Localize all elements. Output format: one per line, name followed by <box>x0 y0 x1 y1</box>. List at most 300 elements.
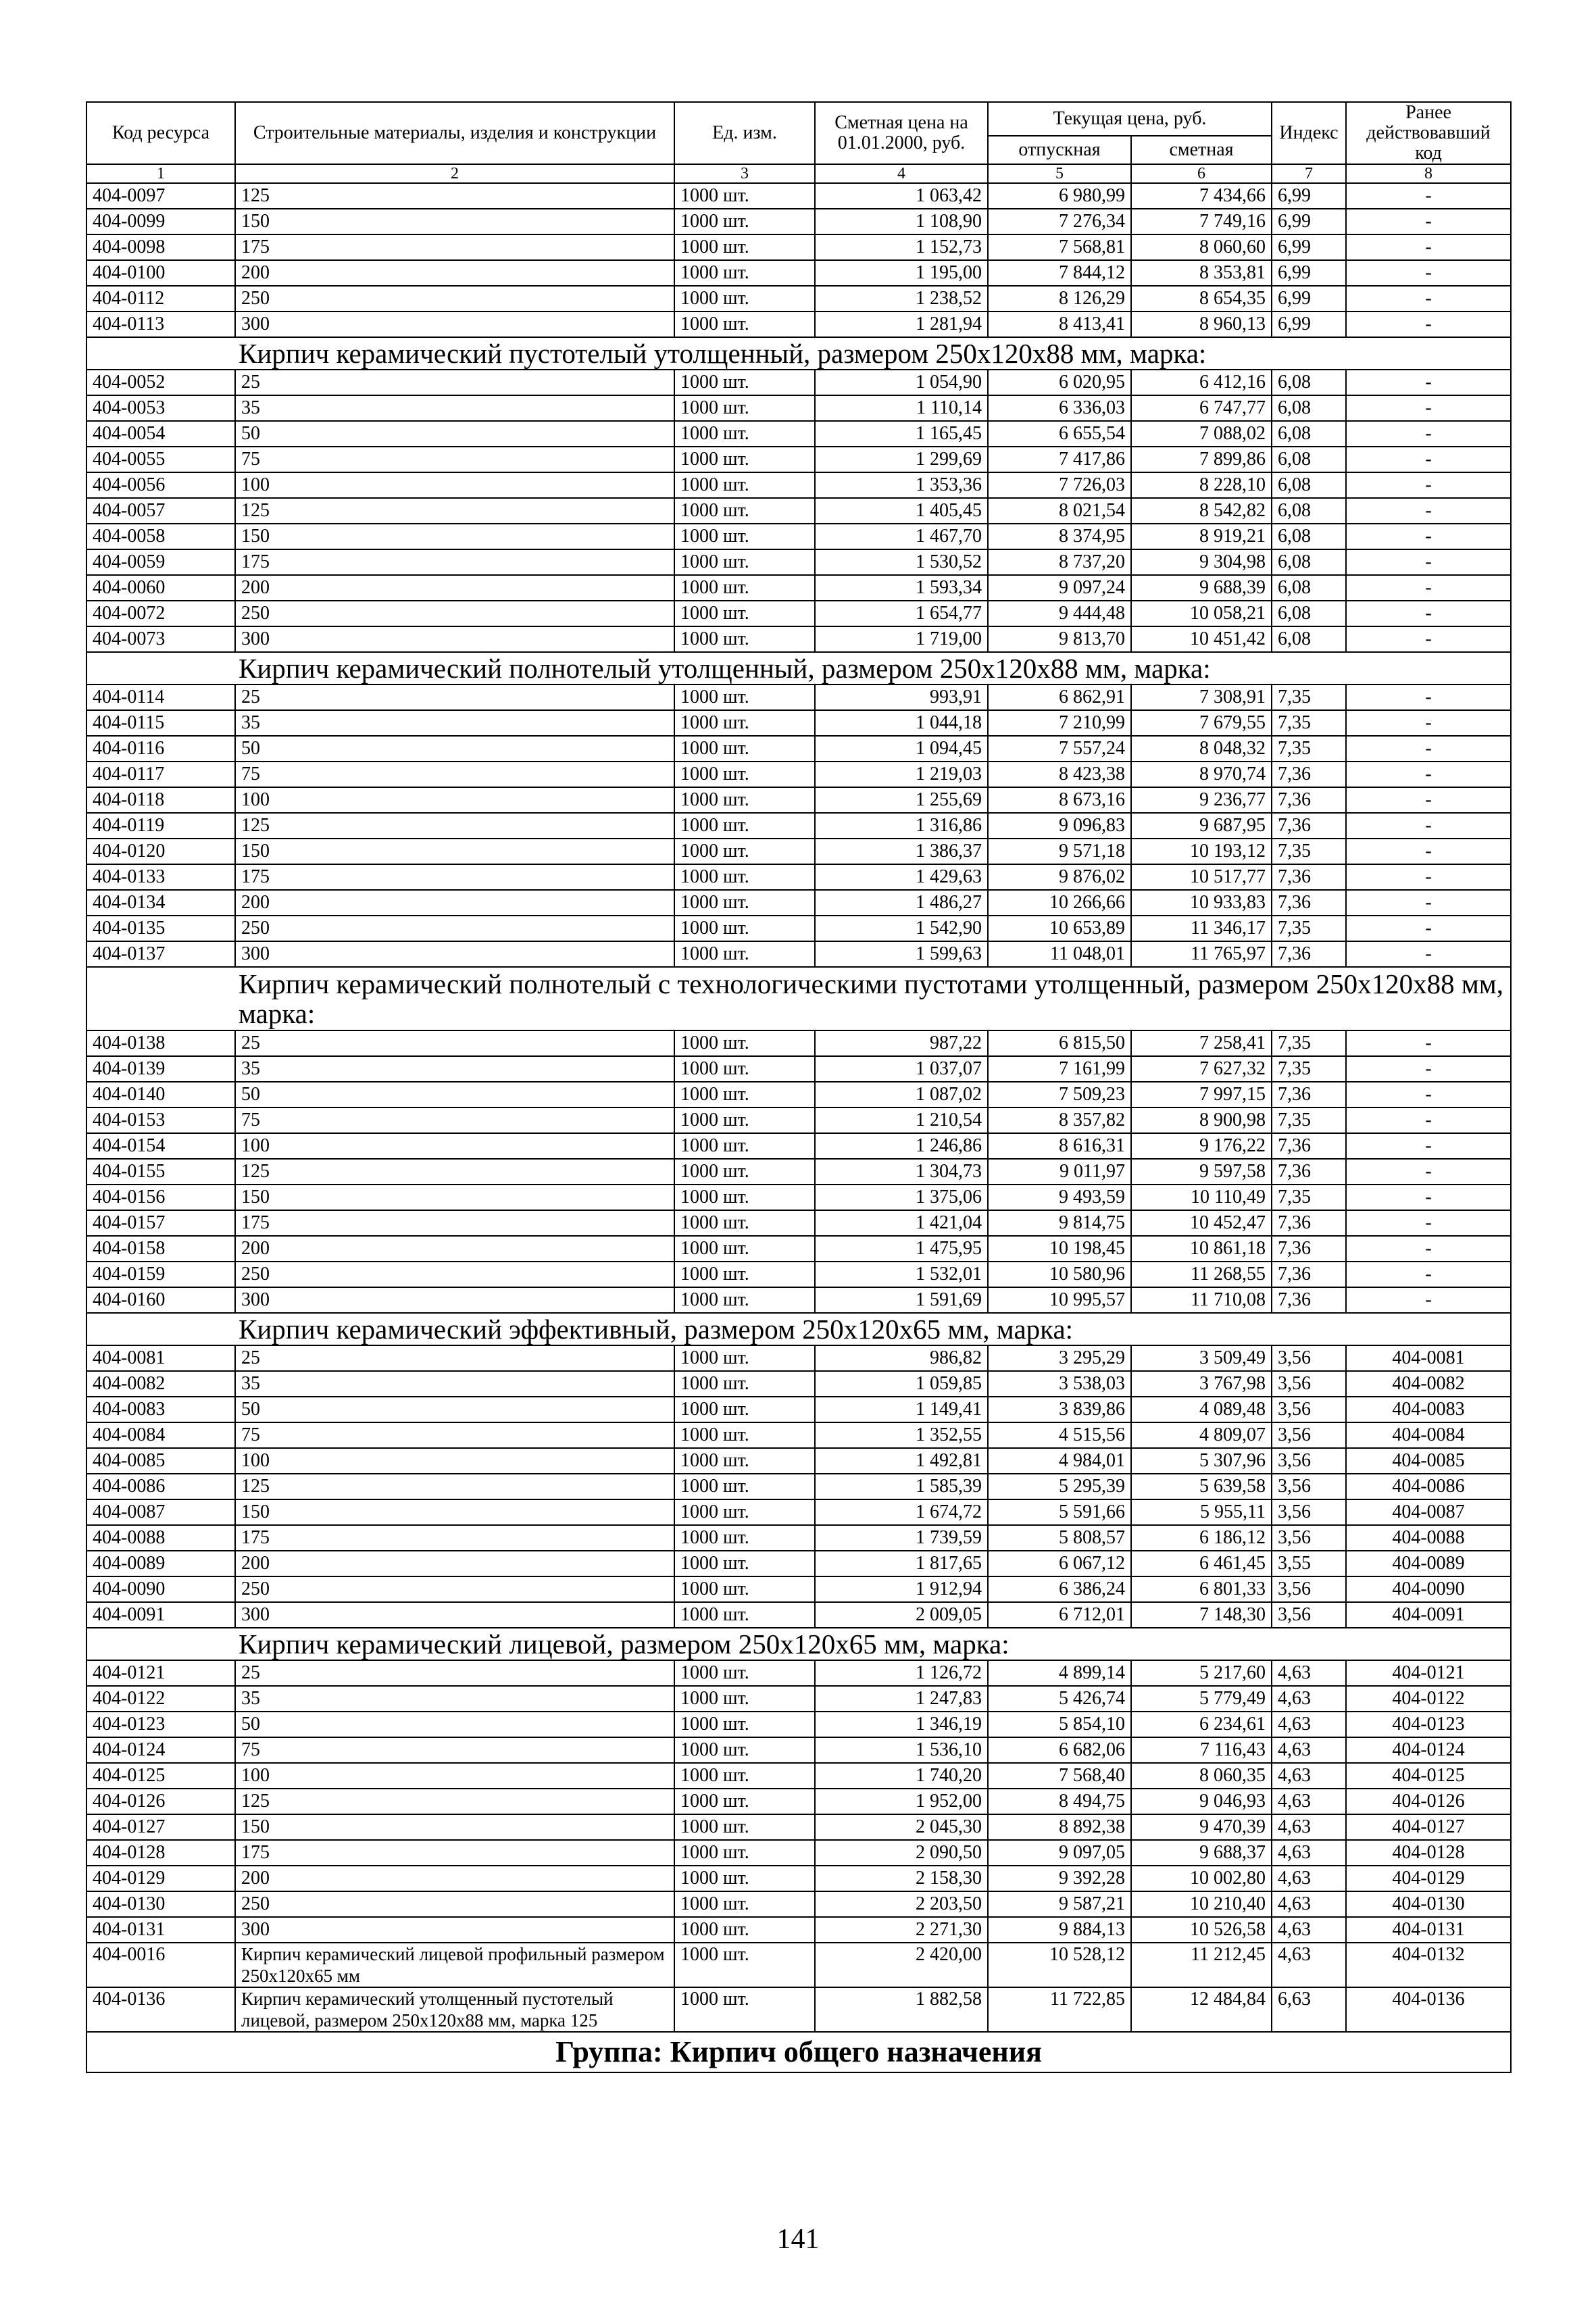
material-grade: 75 <box>235 762 674 787</box>
unit: 1000 шт. <box>674 286 815 312</box>
price-index: 7,36 <box>1272 1133 1346 1159</box>
price-index: 7,36 <box>1272 813 1346 839</box>
release-price: 8 126,29 <box>988 286 1131 312</box>
release-price: 7 844,12 <box>988 260 1131 286</box>
table-row <box>86 1236 1511 1262</box>
table-row <box>86 710 1511 736</box>
section-header-row <box>86 1313 1511 1345</box>
unit: 1000 шт. <box>674 1712 815 1737</box>
base-price: 1 255,69 <box>815 787 988 813</box>
base-price: 1 532,01 <box>815 1262 988 1287</box>
estimate-price: 7 749,16 <box>1131 209 1272 234</box>
price-index: 7,35 <box>1272 1185 1346 1210</box>
table-row <box>86 1943 1511 1987</box>
resource-code: 404-0158 <box>86 1236 235 1262</box>
price-table-sheet <box>86 101 1510 2073</box>
release-price: 3 295,29 <box>988 1345 1131 1371</box>
column-number: 6 <box>1131 164 1272 183</box>
price-index: 3,56 <box>1272 1345 1346 1371</box>
old-code: 404-0130 <box>1346 1891 1511 1917</box>
price-index: 7,36 <box>1272 890 1346 916</box>
unit: 1000 шт. <box>674 1107 815 1133</box>
price-index: 7,36 <box>1272 1159 1346 1185</box>
price-index: 7,35 <box>1272 839 1346 864</box>
material-grade: 200 <box>235 575 674 601</box>
price-index: 6,08 <box>1272 575 1346 601</box>
header-release-price: отпускная <box>988 136 1131 164</box>
release-price: 9 493,59 <box>988 1185 1131 1210</box>
material-grade: 250 <box>235 286 674 312</box>
base-price: 1 353,36 <box>815 472 988 498</box>
resource-code: 404-0156 <box>86 1185 235 1210</box>
old-code: - <box>1346 864 1511 890</box>
base-price: 1 149,41 <box>815 1397 988 1422</box>
resource-code: 404-0088 <box>86 1525 235 1551</box>
base-price: 1 536,10 <box>815 1737 988 1763</box>
base-price: 1 195,00 <box>815 260 988 286</box>
resource-code: 404-0081 <box>86 1345 235 1371</box>
unit: 1000 шт. <box>674 941 815 967</box>
table-row <box>86 1107 1511 1133</box>
price-index: 7,35 <box>1272 1107 1346 1133</box>
table-row <box>86 1499 1511 1525</box>
release-price: 9 011,97 <box>988 1159 1131 1185</box>
price-index: 7,35 <box>1272 684 1346 710</box>
estimate-price: 8 900,98 <box>1131 1107 1272 1133</box>
table-row <box>86 1287 1511 1313</box>
old-code: - <box>1346 575 1511 601</box>
price-index: 6,08 <box>1272 601 1346 626</box>
old-code: 404-0090 <box>1346 1576 1511 1602</box>
base-price: 1 165,45 <box>815 421 988 447</box>
release-price: 6 020,95 <box>988 370 1131 395</box>
old-code: 404-0128 <box>1346 1840 1511 1866</box>
table-row <box>86 1133 1511 1159</box>
material-grade: 200 <box>235 1551 674 1576</box>
release-price: 7 210,99 <box>988 710 1131 736</box>
material-grade: 100 <box>235 1763 674 1789</box>
section-header-row <box>86 967 1511 1030</box>
table-row <box>86 447 1511 472</box>
old-code: - <box>1346 183 1511 209</box>
old-code: 404-0086 <box>1346 1474 1511 1499</box>
resource-code: 404-0057 <box>86 498 235 524</box>
price-index: 6,99 <box>1272 312 1346 337</box>
column-number: 3 <box>674 164 815 183</box>
unit: 1000 шт. <box>674 736 815 762</box>
estimate-price: 11 346,17 <box>1131 916 1272 941</box>
old-code: - <box>1346 1210 1511 1236</box>
old-code: - <box>1346 916 1511 941</box>
estimate-price: 11 212,45 <box>1131 1943 1272 1987</box>
release-price: 6 386,24 <box>988 1576 1131 1602</box>
material-grade: 75 <box>235 1737 674 1763</box>
resource-code: 404-0054 <box>86 421 235 447</box>
header-old-code: Ранее действовавший код <box>1346 102 1511 164</box>
resource-code: 404-0155 <box>86 1159 235 1185</box>
estimate-price: 9 687,95 <box>1131 813 1272 839</box>
estimate-price: 7 627,32 <box>1131 1056 1272 1082</box>
table-row <box>86 1840 1511 1866</box>
price-index: 7,35 <box>1272 710 1346 736</box>
base-price: 1 059,85 <box>815 1371 988 1397</box>
old-code: - <box>1346 762 1511 787</box>
price-index: 4,63 <box>1272 1737 1346 1763</box>
unit: 1000 шт. <box>674 1210 815 1236</box>
price-index: 4,63 <box>1272 1840 1346 1866</box>
release-price: 6 980,99 <box>988 183 1131 209</box>
unit: 1000 шт. <box>674 710 815 736</box>
unit: 1000 шт. <box>674 1866 815 1891</box>
unit: 1000 шт. <box>674 1287 815 1313</box>
resource-code: 404-0140 <box>86 1082 235 1107</box>
material-grade: 175 <box>235 234 674 260</box>
base-price: 2 203,50 <box>815 1891 988 1917</box>
resource-code: 404-0121 <box>86 1660 235 1686</box>
table-body <box>86 183 1511 2032</box>
table-row <box>86 890 1511 916</box>
estimate-price: 6 747,77 <box>1131 395 1272 421</box>
release-price: 7 276,34 <box>988 209 1131 234</box>
price-index: 4,63 <box>1272 1866 1346 1891</box>
estimate-price: 8 228,10 <box>1131 472 1272 498</box>
estimate-price: 7 308,91 <box>1131 684 1272 710</box>
base-price: 1 316,86 <box>815 813 988 839</box>
price-index: 6,08 <box>1272 447 1346 472</box>
unit: 1000 шт. <box>674 370 815 395</box>
unit: 1000 шт. <box>674 813 815 839</box>
old-code: - <box>1346 549 1511 575</box>
price-index: 7,35 <box>1272 736 1346 762</box>
estimate-price: 6 801,33 <box>1131 1576 1272 1602</box>
resource-code: 404-0016 <box>86 1943 235 1987</box>
resource-code: 404-0113 <box>86 312 235 337</box>
section-title: Кирпич керамический лицевой, размером 250x120x65 мм, марка: <box>86 1628 1511 1660</box>
price-index: 6,99 <box>1272 183 1346 209</box>
material-grade: 300 <box>235 626 674 652</box>
estimate-price: 7 997,15 <box>1131 1082 1272 1107</box>
price-index: 4,63 <box>1272 1891 1346 1917</box>
estimate-price: 10 861,18 <box>1131 1236 1272 1262</box>
unit: 1000 шт. <box>674 1448 815 1474</box>
unit: 1000 шт. <box>674 1056 815 1082</box>
old-code: - <box>1346 498 1511 524</box>
table-row <box>86 1576 1511 1602</box>
price-index: 4,63 <box>1272 1660 1346 1686</box>
material-grade: 25 <box>235 1345 674 1371</box>
base-price: 1 429,63 <box>815 864 988 890</box>
resource-code: 404-0073 <box>86 626 235 652</box>
base-price: 1 375,06 <box>815 1185 988 1210</box>
material-grade: 175 <box>235 1210 674 1236</box>
resource-code: 404-0133 <box>86 864 235 890</box>
table-row <box>86 864 1511 890</box>
column-number: 4 <box>815 164 988 183</box>
resource-code: 404-0116 <box>86 736 235 762</box>
estimate-price: 11 765,97 <box>1131 941 1272 967</box>
material-grade: 125 <box>235 1474 674 1499</box>
unit: 1000 шт. <box>674 626 815 652</box>
material-grade: 125 <box>235 1789 674 1814</box>
section-title: Кирпич керамический эффективный, размером 250x120x65 мм, марка: <box>86 1313 1511 1345</box>
price-index: 4,63 <box>1272 1763 1346 1789</box>
base-price: 1 238,52 <box>815 286 988 312</box>
table-row <box>86 370 1511 395</box>
price-index: 6,63 <box>1272 1987 1346 2032</box>
base-price: 1 467,70 <box>815 524 988 549</box>
material-grade: 125 <box>235 183 674 209</box>
section-title: Кирпич керамический пустотелый утолщенный, размером 250x120x88 мм, марка: <box>86 337 1511 370</box>
table-row <box>86 395 1511 421</box>
unit: 1000 шт. <box>674 890 815 916</box>
table-row <box>86 1474 1511 1499</box>
price-index: 6,08 <box>1272 472 1346 498</box>
base-price: 1 952,00 <box>815 1789 988 1814</box>
header-index: Индекс <box>1272 102 1346 164</box>
price-index: 7,36 <box>1272 864 1346 890</box>
estimate-price: 7 148,30 <box>1131 1602 1272 1628</box>
estimate-price: 10 210,40 <box>1131 1891 1272 1917</box>
old-code: - <box>1346 1133 1511 1159</box>
unit: 1000 шт. <box>674 1987 815 2032</box>
base-price: 1 346,19 <box>815 1712 988 1737</box>
price-index: 7,36 <box>1272 762 1346 787</box>
table-row <box>86 1763 1511 1789</box>
price-index: 6,99 <box>1272 286 1346 312</box>
unit: 1000 шт. <box>674 1159 815 1185</box>
unit: 1000 шт. <box>674 1686 815 1712</box>
unit: 1000 шт. <box>674 1422 815 1448</box>
resource-code: 404-0082 <box>86 1371 235 1397</box>
section-header-row <box>86 652 1511 684</box>
resource-code: 404-0130 <box>86 1891 235 1917</box>
material-grade: 200 <box>235 890 674 916</box>
release-price: 8 892,38 <box>988 1814 1131 1840</box>
resource-code: 404-0135 <box>86 916 235 941</box>
estimate-price: 10 002,80 <box>1131 1866 1272 1891</box>
old-code: 404-0087 <box>1346 1499 1511 1525</box>
header-current-price: Текущая цена, руб. <box>988 102 1272 136</box>
unit: 1000 шт. <box>674 1262 815 1287</box>
old-code: 404-0136 <box>1346 1987 1511 2032</box>
material-grade: 100 <box>235 787 674 813</box>
resource-code: 404-0084 <box>86 1422 235 1448</box>
base-price: 1 593,34 <box>815 575 988 601</box>
section-title: Кирпич керамический полнотелый с технологическими пустотами утолщенный, размером 250x120x88 мм, марка: <box>86 967 1511 1030</box>
price-index: 3,56 <box>1272 1499 1346 1525</box>
resource-code: 404-0160 <box>86 1287 235 1313</box>
base-price: 1 817,65 <box>815 1551 988 1576</box>
table-row <box>86 1987 1511 2032</box>
resource-code: 404-0087 <box>86 1499 235 1525</box>
estimate-price: 3 509,49 <box>1131 1345 1272 1371</box>
release-price: 5 808,57 <box>988 1525 1131 1551</box>
table-row <box>86 1159 1511 1185</box>
old-code: - <box>1346 421 1511 447</box>
material-grade: 300 <box>235 1602 674 1628</box>
unit: 1000 шт. <box>674 575 815 601</box>
unit: 1000 шт. <box>674 1576 815 1602</box>
resource-code: 404-0100 <box>86 260 235 286</box>
base-price: 1 421,04 <box>815 1210 988 1236</box>
release-price: 8 737,20 <box>988 549 1131 575</box>
base-price: 1 386,37 <box>815 839 988 864</box>
material-grade: 300 <box>235 1917 674 1943</box>
estimate-price: 6 412,16 <box>1131 370 1272 395</box>
estimate-price: 3 767,98 <box>1131 1371 1272 1397</box>
estimate-price: 8 060,35 <box>1131 1763 1272 1789</box>
resource-code: 404-0159 <box>86 1262 235 1287</box>
old-code: - <box>1346 1159 1511 1185</box>
table-row <box>86 1737 1511 1763</box>
unit: 1000 шт. <box>674 1602 815 1628</box>
table-row <box>86 286 1511 312</box>
table-row <box>86 472 1511 498</box>
material-grade: 75 <box>235 447 674 472</box>
unit: 1000 шт. <box>674 183 815 209</box>
header-code: Код ресурса <box>86 102 235 164</box>
estimate-price: 5 955,11 <box>1131 1499 1272 1525</box>
old-code: 404-0091 <box>1346 1602 1511 1628</box>
estimate-price: 11 710,08 <box>1131 1287 1272 1313</box>
release-price: 9 392,28 <box>988 1866 1131 1891</box>
old-code: - <box>1346 601 1511 626</box>
material-grade: 125 <box>235 813 674 839</box>
release-price: 10 580,96 <box>988 1262 1131 1287</box>
unit: 1000 шт. <box>674 260 815 286</box>
base-price: 1 299,69 <box>815 447 988 472</box>
estimate-price: 6 234,61 <box>1131 1712 1272 1737</box>
resource-code: 404-0053 <box>86 395 235 421</box>
base-price: 1 719,00 <box>815 626 988 652</box>
base-price: 1 108,90 <box>815 209 988 234</box>
base-price: 986,82 <box>815 1345 988 1371</box>
price-index: 7,36 <box>1272 1262 1346 1287</box>
price-index: 3,56 <box>1272 1422 1346 1448</box>
resource-code: 404-0089 <box>86 1551 235 1576</box>
material-grade: 250 <box>235 1891 674 1917</box>
unit: 1000 шт. <box>674 1917 815 1943</box>
table-row <box>86 813 1511 839</box>
base-price: 1 674,72 <box>815 1499 988 1525</box>
old-code: - <box>1346 626 1511 652</box>
release-price: 6 067,12 <box>988 1551 1131 1576</box>
material-grade: 35 <box>235 395 674 421</box>
release-price: 7 161,99 <box>988 1056 1131 1082</box>
table-row <box>86 1866 1511 1891</box>
table-row <box>86 1397 1511 1422</box>
base-price: 1 654,77 <box>815 601 988 626</box>
resource-code: 404-0123 <box>86 1712 235 1737</box>
old-code: 404-0123 <box>1346 1712 1511 1737</box>
base-price: 2 158,30 <box>815 1866 988 1891</box>
estimate-price: 9 176,22 <box>1131 1133 1272 1159</box>
unit: 1000 шт. <box>674 601 815 626</box>
release-price: 9 444,48 <box>988 601 1131 626</box>
unit: 1000 шт. <box>674 1185 815 1210</box>
release-price: 9 813,70 <box>988 626 1131 652</box>
table-row <box>86 916 1511 941</box>
unit: 1000 шт. <box>674 839 815 864</box>
price-index: 6,99 <box>1272 234 1346 260</box>
price-index: 6,08 <box>1272 498 1346 524</box>
estimate-price: 8 970,74 <box>1131 762 1272 787</box>
old-code: - <box>1346 1287 1511 1313</box>
resource-code: 404-0157 <box>86 1210 235 1236</box>
table-row <box>86 941 1511 967</box>
old-code: 404-0132 <box>1346 1943 1511 1987</box>
unit: 1000 шт. <box>674 1499 815 1525</box>
release-price: 9 884,13 <box>988 1917 1131 1943</box>
unit: 1000 шт. <box>674 1397 815 1422</box>
old-code: 404-0084 <box>1346 1422 1511 1448</box>
release-price: 4 984,01 <box>988 1448 1131 1474</box>
unit: 1000 шт. <box>674 1737 815 1763</box>
material-grade: 50 <box>235 1397 674 1422</box>
base-price: 1 405,45 <box>815 498 988 524</box>
old-code: - <box>1346 370 1511 395</box>
base-price: 1 475,95 <box>815 1236 988 1262</box>
base-price: 1 094,45 <box>815 736 988 762</box>
section-header-row <box>86 1628 1511 1660</box>
price-index: 6,08 <box>1272 421 1346 447</box>
unit: 1000 шт. <box>674 916 815 941</box>
price-index: 4,63 <box>1272 1814 1346 1840</box>
material-grade: 125 <box>235 1159 674 1185</box>
release-price: 9 814,75 <box>988 1210 1131 1236</box>
base-price: 1 912,94 <box>815 1576 988 1602</box>
table-row <box>86 312 1511 337</box>
resource-code: 404-0114 <box>86 684 235 710</box>
base-price: 1 882,58 <box>815 1987 988 2032</box>
estimate-price: 7 088,02 <box>1131 421 1272 447</box>
unit: 1000 шт. <box>674 395 815 421</box>
material-grade: Кирпич керамический утолщенный пустотелый лицевой, размером 250x120x88 мм, марка 125 <box>235 1987 674 2032</box>
release-price: 7 568,40 <box>988 1763 1131 1789</box>
resource-code: 404-0153 <box>86 1107 235 1133</box>
old-code: - <box>1346 1236 1511 1262</box>
unit: 1000 шт. <box>674 1763 815 1789</box>
release-price: 11 722,85 <box>988 1987 1131 2032</box>
price-index: 6,08 <box>1272 549 1346 575</box>
price-index: 6,99 <box>1272 209 1346 234</box>
old-code: 404-0083 <box>1346 1397 1511 1422</box>
resource-code: 404-0137 <box>86 941 235 967</box>
table-row <box>86 1056 1511 1082</box>
release-price: 7 417,86 <box>988 447 1131 472</box>
old-code: - <box>1346 472 1511 498</box>
base-price: 1 219,03 <box>815 762 988 787</box>
resource-code: 404-0117 <box>86 762 235 787</box>
price-table <box>86 101 1512 2073</box>
table-row <box>86 1712 1511 1737</box>
release-price: 7 726,03 <box>988 472 1131 498</box>
material-grade: 250 <box>235 916 674 941</box>
material-grade: 300 <box>235 941 674 967</box>
material-grade: 175 <box>235 549 674 575</box>
resource-code: 404-0124 <box>86 1737 235 1763</box>
estimate-price: 8 353,81 <box>1131 260 1272 286</box>
unit: 1000 шт. <box>674 1133 815 1159</box>
resource-code: 404-0134 <box>86 890 235 916</box>
base-price: 1 126,72 <box>815 1660 988 1686</box>
estimate-price: 8 542,82 <box>1131 498 1272 524</box>
resource-code: 404-0119 <box>86 813 235 839</box>
price-index: 3,56 <box>1272 1474 1346 1499</box>
table-row <box>86 1917 1511 1943</box>
old-code: - <box>1346 1030 1511 1056</box>
price-index: 4,63 <box>1272 1686 1346 1712</box>
